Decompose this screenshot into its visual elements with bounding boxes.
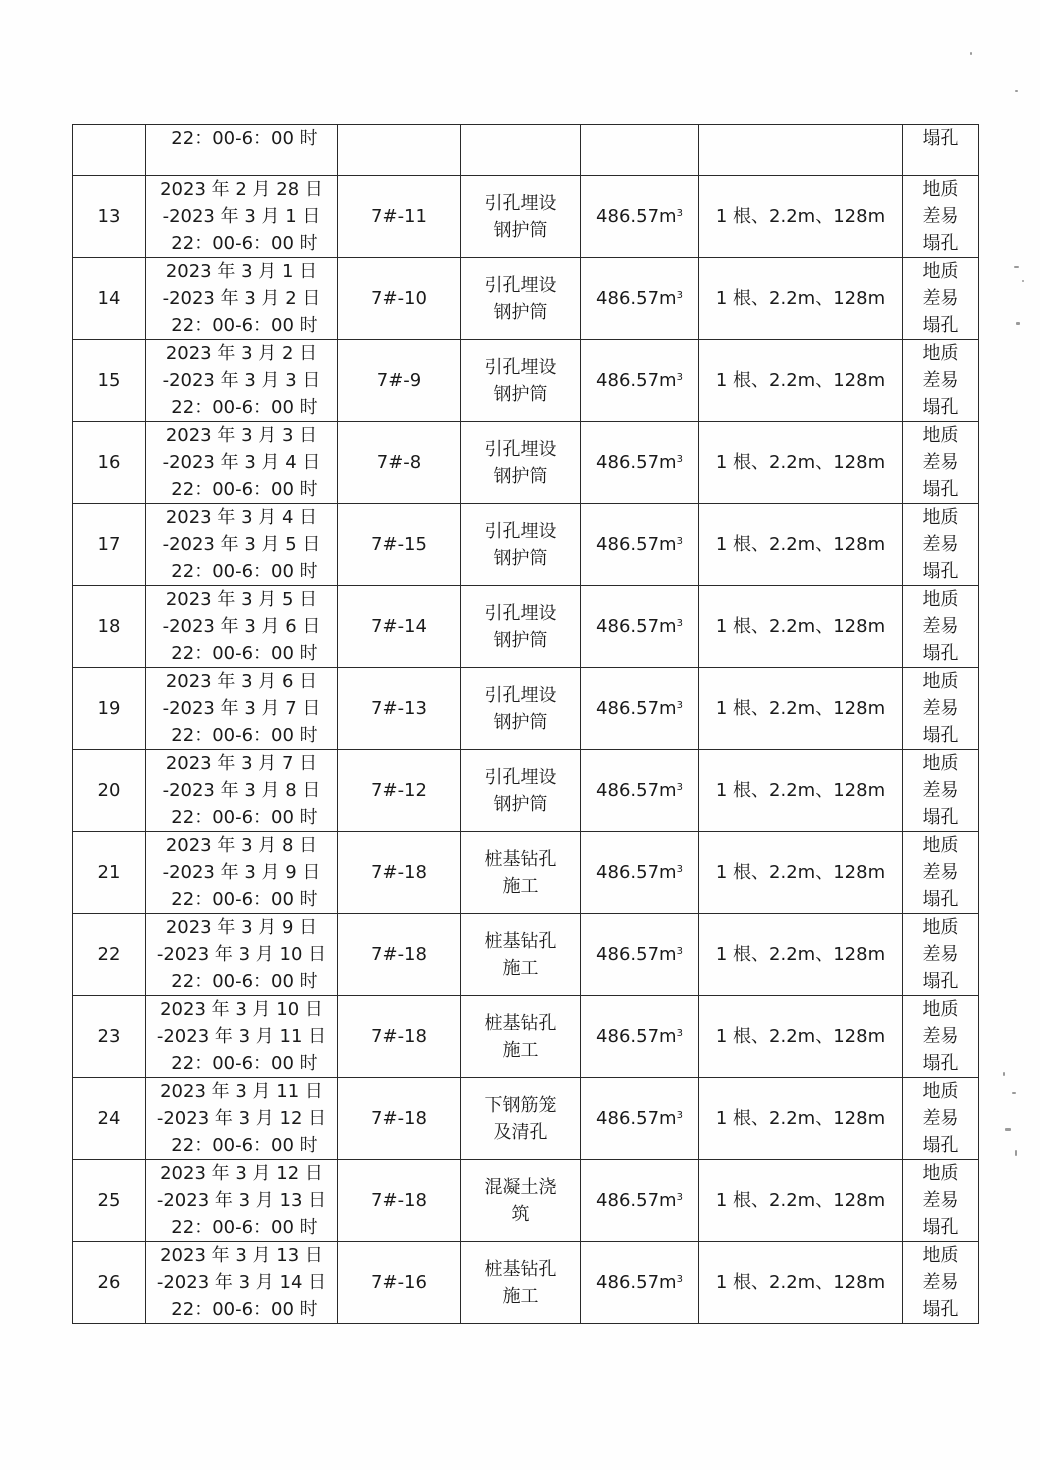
cell-pile: 7#-11: [338, 176, 461, 258]
cell-pile: 7#-16: [338, 1242, 461, 1324]
scan-speck: [1015, 1150, 1017, 1156]
cell-no: 17: [73, 504, 146, 586]
cell-volume: $486.57m^3$: [581, 996, 699, 1078]
scan-speck: [970, 52, 972, 55]
cell-volume: $486.57m^3$: [581, 914, 699, 996]
cell-no: 14: [73, 258, 146, 340]
cell-no: 13: [73, 176, 146, 258]
scan-speck: [1016, 322, 1020, 325]
cell-no: 18: [73, 586, 146, 668]
cell-pile: 7#-18: [338, 832, 461, 914]
cell-spec: 1 根、2.2m、128m: [699, 1160, 903, 1242]
cell-time: 2023 年 3 月 5 日 -2023 年 3 月 6 日 22：00-6：00 时: [146, 586, 338, 668]
scan-speck: [1012, 1092, 1016, 1094]
cell-pile: 7#-18: [338, 914, 461, 996]
cell-volume: $486.57m^3$: [581, 750, 699, 832]
cell-note: 地质 差易 塌孔: [903, 422, 979, 504]
cell-spec: 1 根、2.2m、128m: [699, 750, 903, 832]
cell-spec: 1 根、2.2m、128m: [699, 504, 903, 586]
cell-work: 引孔埋设 钢护筒: [461, 586, 581, 668]
cell-pile: 7#-13: [338, 668, 461, 750]
cell-volume: $486.57m^3$: [581, 258, 699, 340]
cell-work: 引孔埋设 钢护筒: [461, 504, 581, 586]
cell-spec: 1 根、2.2m、128m: [699, 914, 903, 996]
cell-volume: $486.57m^3$: [581, 422, 699, 504]
cell-pile: 7#-9: [338, 340, 461, 422]
cell-pile: 7#-10: [338, 258, 461, 340]
cell-no: 16: [73, 422, 146, 504]
cell-spec: 1 根、2.2m、128m: [699, 1242, 903, 1324]
scan-speck: [1022, 280, 1024, 282]
cell-work: 下钢筋笼 及清孔: [461, 1078, 581, 1160]
cell-no: 19: [73, 668, 146, 750]
cell-work: 引孔埋设 钢护筒: [461, 750, 581, 832]
cell-spec: 1 根、2.2m、128m: [699, 176, 903, 258]
scan-speck: [1015, 90, 1018, 92]
cell-note: 地质 差易 塌孔: [903, 340, 979, 422]
cell-work: 桩基钻孔 施工: [461, 914, 581, 996]
table-row: [73, 996, 979, 1078]
table-row: [73, 1160, 979, 1242]
cell-note: 地质 差易 塌孔: [903, 258, 979, 340]
table-row: [73, 258, 979, 340]
cell-pile: 7#-18: [338, 1078, 461, 1160]
cell-time: 2023 年 3 月 2 日 -2023 年 3 月 3 日 22：00-6：00 时: [146, 340, 338, 422]
cell-note: 地质 差易 塌孔: [903, 914, 979, 996]
cell-note: 地质 差易 塌孔: [903, 176, 979, 258]
cell-time: 2023 年 3 月 12 日 -2023 年 3 月 13 日 22：00-6：00 时: [146, 1160, 338, 1242]
table-row: [73, 504, 979, 586]
cell-no: 26: [73, 1242, 146, 1324]
cell-volume: [581, 125, 699, 176]
cell-no: 21: [73, 832, 146, 914]
scan-speck: [1005, 1128, 1011, 1131]
cell-volume: $486.57m^3$: [581, 1242, 699, 1324]
cell-work: 桩基钻孔 施工: [461, 996, 581, 1078]
cell-no: [73, 125, 146, 176]
cell-note: 地质 差易 塌孔: [903, 1160, 979, 1242]
cell-note: 地质 差易 塌孔: [903, 1242, 979, 1324]
table-row: [73, 176, 979, 258]
table-row: [73, 750, 979, 832]
cell-work: 桩基钻孔 施工: [461, 1242, 581, 1324]
table-row: [73, 1242, 979, 1324]
cell-pile: 7#-12: [338, 750, 461, 832]
cell-volume: $486.57m^3$: [581, 832, 699, 914]
cell-note: 地质 差易 塌孔: [903, 832, 979, 914]
cell-time: 2023 年 3 月 11 日 -2023 年 3 月 12 日 22：00-6：00 时: [146, 1078, 338, 1160]
cell-note: 地质 差易 塌孔: [903, 668, 979, 750]
cell-volume: $486.57m^3$: [581, 176, 699, 258]
cell-no: 20: [73, 750, 146, 832]
cell-time: 2023 年 3 月 9 日 -2023 年 3 月 10 日 22：00-6：00 时: [146, 914, 338, 996]
cell-note: 地质 差易 塌孔: [903, 586, 979, 668]
table-row: [73, 422, 979, 504]
cell-volume: $486.57m^3$: [581, 1160, 699, 1242]
cell-volume: $486.57m^3$: [581, 668, 699, 750]
cell-time: 2023 年 3 月 3 日 -2023 年 3 月 4 日 22：00-6：00 时: [146, 422, 338, 504]
cell-time: 2023 年 2 月 28 日 -2023 年 3 月 1 日 22：00-6：00 时: [146, 176, 338, 258]
cell-note: 地质 差易 塌孔: [903, 1078, 979, 1160]
cell-spec: 1 根、2.2m、128m: [699, 586, 903, 668]
table-row: [73, 832, 979, 914]
cell-no: 25: [73, 1160, 146, 1242]
cell-pile: 7#-8: [338, 422, 461, 504]
table-row-continuation: [73, 125, 979, 176]
cell-spec: 1 根、2.2m、128m: [699, 422, 903, 504]
cell-volume: $486.57m^3$: [581, 504, 699, 586]
cell-no: 22: [73, 914, 146, 996]
cell-work: [461, 125, 581, 176]
cell-work: 引孔埋设 钢护筒: [461, 668, 581, 750]
cell-spec: 1 根、2.2m、128m: [699, 1078, 903, 1160]
cell-volume: $486.57m^3$: [581, 1078, 699, 1160]
cell-time: 22：00-6：00 时: [146, 125, 338, 176]
cell-time: 2023 年 3 月 4 日 -2023 年 3 月 5 日 22：00-6：00 时: [146, 504, 338, 586]
cell-work: 引孔埋设 钢护筒: [461, 422, 581, 504]
cell-spec: 1 根、2.2m、128m: [699, 832, 903, 914]
cell-time: 2023 年 3 月 8 日 -2023 年 3 月 9 日 22：00-6：00 时: [146, 832, 338, 914]
cell-no: 15: [73, 340, 146, 422]
cell-work: 桩基钻孔 施工: [461, 832, 581, 914]
scan-speck: [1014, 266, 1019, 268]
cell-pile: [338, 125, 461, 176]
cell-no: 24: [73, 1078, 146, 1160]
cell-volume: $486.57m^3$: [581, 586, 699, 668]
cell-work: 引孔埋设 钢护筒: [461, 340, 581, 422]
scan-speck: [1003, 1072, 1005, 1076]
cell-time: 2023 年 3 月 1 日 -2023 年 3 月 2 日 22：00-6：00 时: [146, 258, 338, 340]
cell-volume: $486.57m^3$: [581, 340, 699, 422]
table-row: [73, 668, 979, 750]
cell-spec: [699, 125, 903, 176]
cell-pile: 7#-18: [338, 996, 461, 1078]
cell-time: 2023 年 3 月 7 日 -2023 年 3 月 8 日 22：00-6：00 时: [146, 750, 338, 832]
cell-time: 2023 年 3 月 13 日 -2023 年 3 月 14 日 22：00-6：00 时: [146, 1242, 338, 1324]
cell-work: 引孔埋设 钢护筒: [461, 258, 581, 340]
cell-work: 引孔埋设 钢护筒: [461, 176, 581, 258]
table-row: [73, 1078, 979, 1160]
table-row: [73, 914, 979, 996]
cell-time: 2023 年 3 月 6 日 -2023 年 3 月 7 日 22：00-6：00 时: [146, 668, 338, 750]
cell-work: 混凝土浇 筑: [461, 1160, 581, 1242]
cell-time: 2023 年 3 月 10 日 -2023 年 3 月 11 日 22：00-6：00 时: [146, 996, 338, 1078]
cell-pile: 7#-14: [338, 586, 461, 668]
table-row: [73, 586, 979, 668]
cell-spec: 1 根、2.2m、128m: [699, 668, 903, 750]
cell-note: 地质 差易 塌孔: [903, 504, 979, 586]
cell-no: 23: [73, 996, 146, 1078]
cell-note: 地质 差易 塌孔: [903, 996, 979, 1078]
cell-note: 地质 差易 塌孔: [903, 750, 979, 832]
construction-log-table: [72, 124, 979, 1324]
cell-spec: 1 根、2.2m、128m: [699, 996, 903, 1078]
cell-spec: 1 根、2.2m、128m: [699, 340, 903, 422]
cell-spec: 1 根、2.2m、128m: [699, 258, 903, 340]
cell-pile: 7#-18: [338, 1160, 461, 1242]
cell-pile: 7#-15: [338, 504, 461, 586]
cell-note: 塌孔: [903, 125, 979, 176]
table-row: [73, 340, 979, 422]
